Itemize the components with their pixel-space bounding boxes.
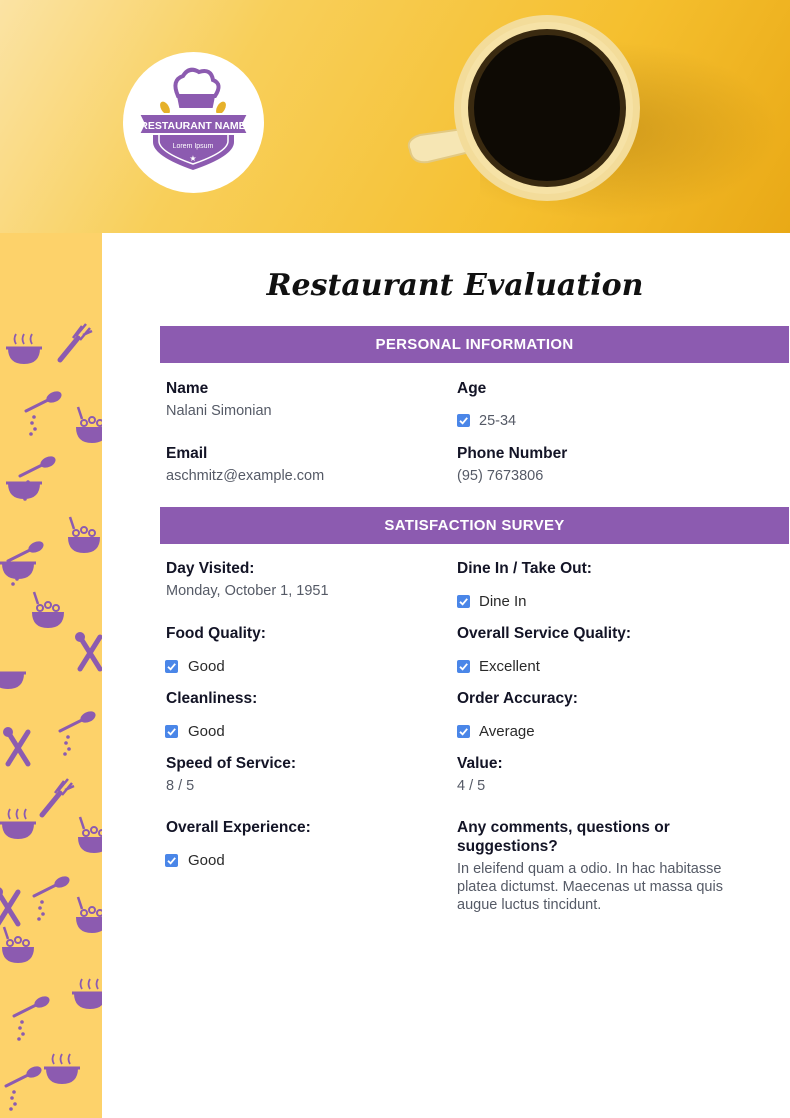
section-satisfaction-survey: SATISFACTION SURVEY <box>160 507 789 544</box>
restaurant-logo <box>123 52 264 193</box>
comments-line-3: augue luctus tincidunt. <box>457 897 602 913</box>
value-label: Value: <box>457 755 503 772</box>
overall-experience-value: Good <box>188 852 225 869</box>
food-pattern-icons <box>0 324 102 1111</box>
phone-value: (95) 7673806 <box>457 468 544 484</box>
order-accuracy-value: Average <box>479 723 535 740</box>
name-label: Name <box>166 380 209 397</box>
email-label: Email <box>166 445 208 462</box>
header-banner <box>0 0 790 233</box>
check-icon <box>457 595 470 608</box>
page-title: Restaurant Evaluation <box>266 268 644 303</box>
phone-label: Phone Number <box>457 445 568 462</box>
star-icon: ★ <box>189 154 197 163</box>
section-personal-information: PERSONAL INFORMATION <box>160 326 789 363</box>
email-value: aschmitz@example.com <box>166 468 325 484</box>
food-pattern-sidebar <box>0 233 102 1118</box>
day-visited-label: Day Visited: <box>166 560 255 577</box>
comments-line-2: platea dictumst. Maecenas ut massa quis <box>457 879 723 895</box>
food-quality-checkbox[interactable] <box>165 660 178 673</box>
dine-in-checkbox[interactable] <box>457 595 470 608</box>
check-icon <box>457 414 470 427</box>
comments-label-line-1: Any comments, questions or <box>457 819 670 836</box>
speed-of-service-value: 8 / 5 <box>166 778 195 794</box>
chef-hat-icon <box>175 70 218 106</box>
logo-name: RESTAURANT NAME <box>140 120 246 132</box>
order-accuracy-checkbox[interactable] <box>457 725 470 738</box>
service-quality-value: Excellent <box>479 658 540 675</box>
comments-label-line-2: suggestions? <box>457 838 558 855</box>
coffee-cup-icon <box>0 0 790 233</box>
check-icon <box>165 660 178 673</box>
day-visited-value: Monday, October 1, 1951 <box>166 583 329 599</box>
food-quality-value: Good <box>188 658 225 675</box>
overall-experience-label: Overall Experience: <box>166 819 311 836</box>
service-quality-label: Overall Service Quality: <box>457 625 632 642</box>
speed-of-service-label: Speed of Service: <box>166 755 297 772</box>
dine-in-value: Dine In <box>479 593 527 610</box>
name-value: Nalani Simonian <box>166 403 272 419</box>
check-icon <box>165 854 178 867</box>
cleanliness-value: Good <box>188 723 225 740</box>
check-icon <box>165 725 178 738</box>
cleanliness-label: Cleanliness: <box>166 690 258 707</box>
comments-line-1: In eleifend quam a odio. In hac habitasse <box>457 861 722 877</box>
cleanliness-checkbox[interactable] <box>165 725 178 738</box>
check-icon <box>457 660 470 673</box>
service-quality-checkbox[interactable] <box>457 660 470 673</box>
age-label: Age <box>457 380 487 397</box>
order-accuracy-label: Order Accuracy: <box>457 690 578 707</box>
value-value: 4 / 5 <box>457 778 486 794</box>
dine-in-take-out-label: Dine In / Take Out: <box>457 560 592 577</box>
overall-experience-checkbox[interactable] <box>165 854 178 867</box>
age-checkbox[interactable] <box>457 414 470 427</box>
logo-tagline: Lorem Ipsum <box>172 143 214 150</box>
age-value: 25-34 <box>479 413 517 429</box>
check-icon <box>457 725 470 738</box>
food-quality-label: Food Quality: <box>166 625 266 642</box>
